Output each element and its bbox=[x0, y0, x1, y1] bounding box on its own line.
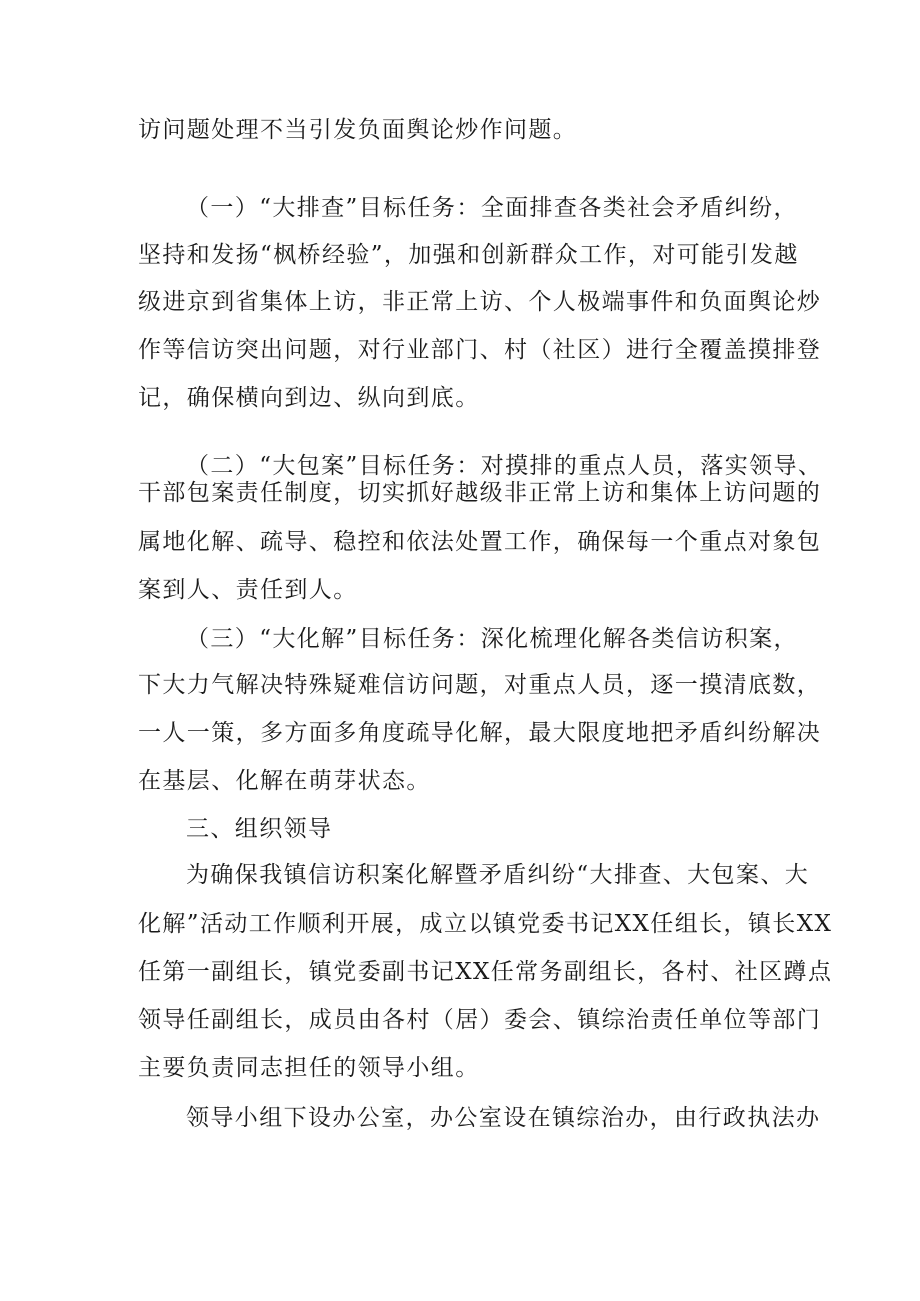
text-line: 下大力气解决特殊疑难信访问题，对重点人员，逐一摸清底数， bbox=[138, 672, 822, 698]
text-line: 坚持和发扬“枫桥经验”，加强和创新群众工作，对可能引发越 bbox=[138, 242, 799, 268]
text-line: 访问题处理不当引发负面舆论炒作问题。 bbox=[138, 117, 578, 143]
text-line: 属地化解、疏导、稳控和依法处置工作，确保每一个重点对象包 bbox=[138, 529, 822, 555]
text-line: 干部包案责任制度，切实抓好越级非正常上访和集体上访问题的 bbox=[138, 480, 822, 506]
text-line: 案到人、责任到人。 bbox=[138, 577, 358, 603]
text-line: 主要负责同志担任的领导小组。 bbox=[138, 1055, 480, 1081]
text-line: （二）“大包案”目标任务：对摸排的重点人员，落实领导、 bbox=[186, 453, 823, 479]
text-line: 级进京到省集体上访，非正常上访、个人极端事件和负面舆论炒 bbox=[138, 289, 822, 315]
section-heading: 三、组织领导 bbox=[186, 816, 333, 842]
text-line: （三）“大化解”目标任务：深化梳理化解各类信访积案， bbox=[186, 626, 798, 652]
text-line: 记，确保横向到边、纵向到底。 bbox=[138, 385, 480, 411]
text-line: 一人一策，多方面多角度疏导化解，最大限度地把矛盾纠纷解决 bbox=[138, 720, 822, 746]
text-line: 在基层、化解在萌芽状态。 bbox=[138, 768, 431, 794]
text-line: 为确保我镇信访积案化解暨矛盾纠纷“大排查、大包案、大 bbox=[186, 862, 810, 888]
text-line: 作等信访突出问题，对行业部门、村（社区）进行全覆盖摸排登 bbox=[138, 337, 822, 363]
text-line: 领导任副组长，成员由各村（居）委会、镇综治责任单位等部门 bbox=[138, 1007, 822, 1033]
text-line: （一）“大排查”目标任务：全面排查各类社会矛盾纠纷， bbox=[186, 195, 798, 221]
text-line: 化解”活动工作顺利开展，成立以镇党委书记XX任组长，镇长XX bbox=[138, 911, 833, 937]
text-line: 领导小组下设办公室，办公室设在镇综治办，由行政执法办 bbox=[186, 1105, 821, 1131]
text-line: 任第一副组长，镇党委副书记XX任常务副组长，各村、社区蹲点 bbox=[138, 959, 833, 985]
